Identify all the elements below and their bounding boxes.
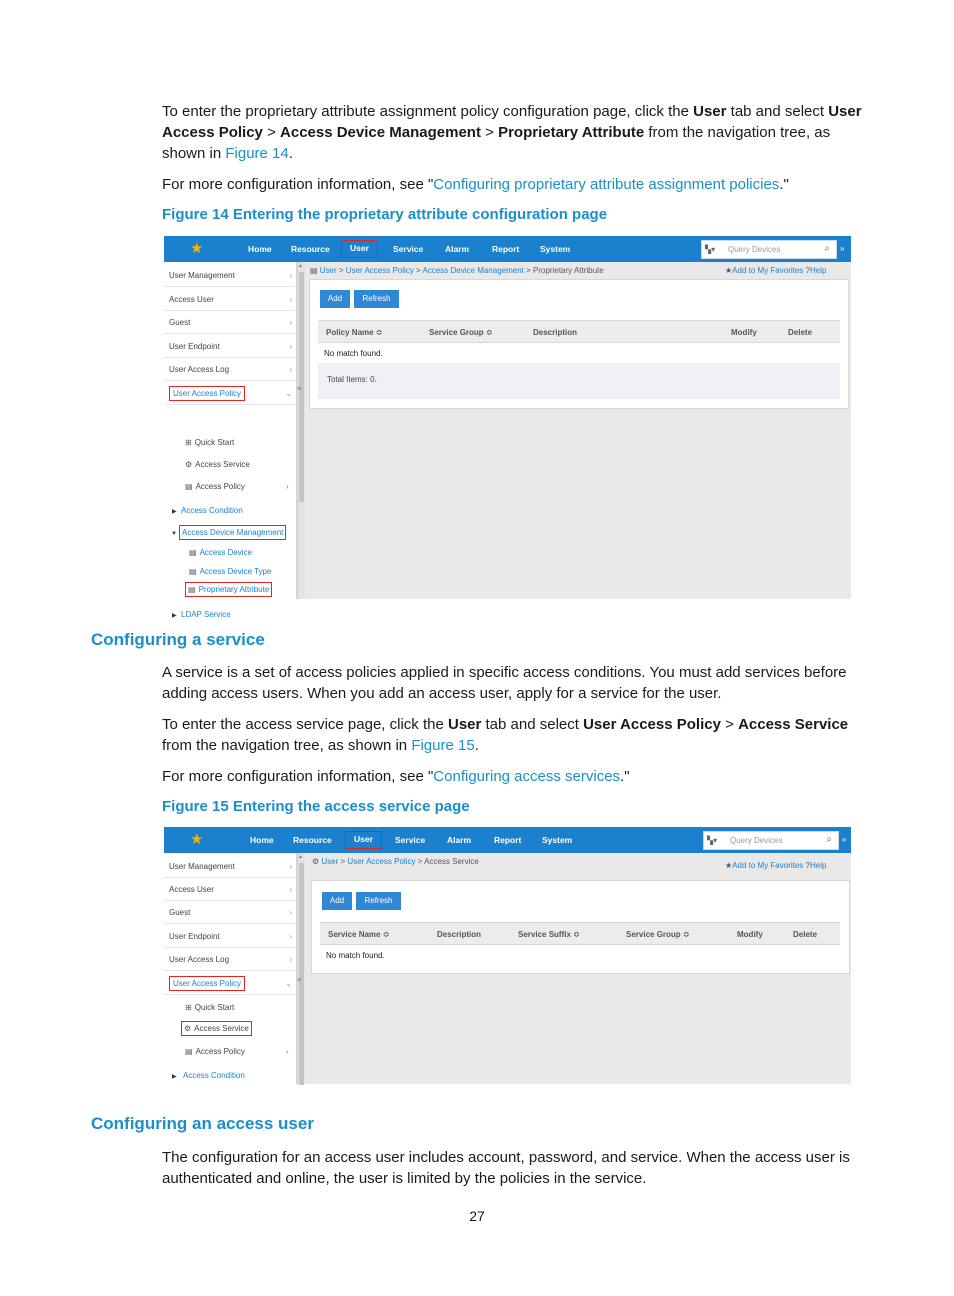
sidebar-item-guest-2[interactable]: Guest ›	[164, 901, 295, 924]
col-service-group[interactable]: Service Group ≎	[429, 328, 493, 337]
query-devices-search-2[interactable]: ▚▾ Query Devices ⌕	[703, 831, 839, 850]
help-link-2[interactable]: Help	[810, 861, 827, 870]
access-policy-icon-2: ▤	[185, 1047, 193, 1056]
figure-14-caption: Figure 14 Entering the proprietary attribute configuration page	[162, 206, 608, 223]
nav-service[interactable]: Service	[393, 244, 424, 254]
more-info-paragraph-1: For more configuration information, see "Configuring proprietary attribute assignment policies."	[162, 176, 789, 193]
nav-resource-2[interactable]: Resource	[293, 835, 332, 845]
service-paragraph-2: To enter the access service page, click the User tab and select User Access Policy > Access Service from the navigation tree, as shown in Figure 15.	[162, 716, 849, 754]
section-heading-access-user: Configuring an access user	[91, 1114, 314, 1133]
access-service-icon: ⚙	[185, 460, 193, 469]
col-delete: Delete	[788, 328, 813, 337]
col-modify-2: Modify	[737, 930, 763, 939]
help-icon-2: ?	[805, 861, 810, 870]
tree-access-condition[interactable]: Access Condition	[181, 506, 243, 515]
figure-15-link[interactable]: Figure 15	[411, 737, 475, 754]
crumb-current-2: Access Service	[424, 857, 479, 866]
device-type-icon[interactable]: ▚▾	[705, 245, 716, 254]
access-service-icon-2: ⚙	[184, 1024, 192, 1033]
sidebar-scrollbar[interactable]	[297, 262, 305, 599]
no-match-message-2: No match found.	[326, 951, 385, 960]
add-to-favorites-link-2[interactable]: Add to My Favorites	[732, 861, 804, 870]
splitter-grip-icon-2[interactable]: ≡	[297, 977, 302, 984]
breadcrumb: ▤ User > User Access Policy > Access Device Management > Proprietary Attribute	[310, 266, 604, 275]
expand-triangle-icon-3[interactable]: ▶	[172, 1074, 177, 1080]
top-nav-bar	[164, 236, 851, 262]
content-panel	[309, 279, 849, 409]
crumb-user[interactable]: User	[319, 266, 337, 275]
proprietary-policies-link[interactable]: Configuring proprietary attribute assignment policies	[433, 176, 780, 193]
scrollbar-thumb-2[interactable]	[299, 863, 304, 1085]
add-button-2[interactable]: Add	[322, 892, 352, 910]
top-nav-bar-2	[164, 827, 851, 853]
expand-triangle-icon[interactable]: ▶	[172, 509, 177, 515]
crumb-access-device-management[interactable]: Access Device Management	[422, 266, 524, 275]
add-favorite-star-icon-2: ★	[725, 861, 733, 870]
content-panel-2	[311, 880, 850, 974]
nav-alarm[interactable]: Alarm	[445, 244, 470, 254]
nav-report-2[interactable]: Report	[494, 835, 522, 845]
scroll-up-icon-2[interactable]: ▲	[298, 854, 303, 860]
splitter-grip-icon[interactable]: ≡	[297, 386, 302, 393]
refresh-button[interactable]: Refresh	[354, 290, 399, 308]
sidebar-item-user-access-policy[interactable]: User Access Policy ⌄	[164, 382, 295, 405]
sidebar-item-user-management-2[interactable]: User Management ›	[164, 855, 295, 878]
table-header	[318, 321, 840, 343]
figure-14-screenshot	[164, 236, 851, 619]
tree-quick-start[interactable]: ⊞ Quick Start	[185, 438, 235, 447]
col-modify: Modify	[731, 328, 757, 337]
tree-ldap-service[interactable]: LDAP Service	[181, 610, 231, 619]
figure-15-caption: Figure 15 Entering the access service page	[162, 798, 470, 815]
no-match-message: No match found.	[324, 349, 383, 358]
breadcrumb-icon-2: ⚙	[312, 857, 322, 866]
quick-start-icon: ⊞	[185, 438, 192, 447]
nav-system[interactable]: System	[540, 244, 571, 254]
search-icon-2[interactable]: ⌕	[826, 834, 832, 845]
col-delete-2: Delete	[793, 930, 818, 939]
nav-user-2[interactable]: User	[345, 831, 382, 849]
col-policy-name[interactable]: Policy Name ≎	[326, 328, 383, 337]
nav-report[interactable]: Report	[492, 244, 520, 254]
table-header-2	[320, 923, 840, 945]
scroll-up-icon[interactable]: ▲	[298, 263, 303, 269]
sidebar-item-access-user[interactable]: Access User ›	[164, 288, 295, 311]
add-button[interactable]: Add	[320, 290, 350, 308]
nav-service-2[interactable]: Service	[395, 835, 426, 845]
crumb-user-access-policy[interactable]: User Access Policy	[345, 266, 414, 275]
more-info-paragraph-2: For more configuration information, see "Configuring access services."	[162, 768, 630, 785]
crumb-user-2[interactable]: User	[321, 857, 339, 866]
nav-user[interactable]: User	[341, 240, 378, 258]
tree-access-policy[interactable]: ▤ Access Policy ›	[185, 482, 289, 491]
access-services-link[interactable]: Configuring access services	[433, 768, 621, 785]
access-user-paragraph: The configuration for an access user includes account, password, and service. When the access user is authenticated and online, the user is limited by the policies in the service.	[162, 1149, 850, 1187]
nav-home[interactable]: Home	[248, 244, 272, 254]
access-device-icon: ▤	[189, 548, 197, 557]
favorites-star-icon-2[interactable]: ★	[190, 831, 204, 848]
tree-access-service[interactable]: ⚙ Access Service	[185, 460, 250, 469]
col-service-name[interactable]: Service Name ≎	[328, 930, 390, 939]
sidebar-item-guest[interactable]: Guest ›	[164, 311, 295, 334]
sidebar-item-user-access-log[interactable]: User Access Log ›	[164, 358, 295, 381]
access-policy-icon: ▤	[185, 482, 193, 491]
nav-resource[interactable]: Resource	[291, 244, 330, 254]
page-number: 27	[469, 1208, 485, 1224]
search-icon[interactable]: ⌕	[824, 243, 830, 254]
nav-home-2[interactable]: Home	[250, 835, 274, 845]
sidebar-item-user-access-policy-2[interactable]: User Access Policy ⌄	[164, 972, 295, 995]
breadcrumb-2: ⚙ User > User Access Policy > Access Service	[312, 857, 479, 866]
col-description: Description	[533, 328, 578, 337]
navigation-sidebar-2	[164, 853, 297, 1084]
chevron-down-icon-2[interactable]: »	[842, 835, 847, 844]
tree-proprietary-attribute[interactable]: ▤ Proprietary Attribute	[185, 582, 272, 597]
sidebar-item-user-management[interactable]: User Management ›	[164, 264, 295, 287]
tree-access-device-type[interactable]: ▤ Access Device Type	[189, 567, 272, 576]
policy-table	[318, 320, 840, 398]
crumb-user-access-policy-2[interactable]: User Access Policy	[347, 857, 416, 866]
chevron-down-icon[interactable]: »	[840, 244, 845, 253]
expand-triangle-icon-2[interactable]: ▶	[172, 613, 177, 619]
service-table	[320, 922, 840, 967]
tree-quick-start-2[interactable]: ⊞ Quick Start	[185, 1003, 235, 1012]
refresh-button-2[interactable]: Refresh	[356, 892, 401, 910]
help-link[interactable]: Help	[810, 266, 827, 275]
collapse-triangle-icon[interactable]: ▼	[171, 531, 177, 537]
favorites-star-icon[interactable]: ★	[190, 240, 204, 257]
col-description-2: Description	[437, 930, 482, 939]
crumb-current: Proprietary Attribute	[533, 266, 604, 275]
sidebar-item-user-access-log-2[interactable]: User Access Log ›	[164, 948, 295, 971]
intro-paragraph: To enter the proprietary attribute assignment policy configuration page, click the User tab and select User Access Policy > Access Device Management > Proprietary Attribute from the navigation tree, as shown in Figure 14.	[162, 103, 862, 162]
nav-alarm-2[interactable]: Alarm	[447, 835, 472, 845]
sidebar-scrollbar-2[interactable]	[297, 853, 305, 1084]
tree-access-device[interactable]: ▤ Access Device	[189, 548, 253, 557]
navigation-sidebar	[164, 262, 297, 619]
col-service-group-2[interactable]: Service Group ≎	[626, 930, 690, 939]
sidebar-item-access-user-2[interactable]: Access User ›	[164, 878, 295, 901]
access-device-type-icon: ▤	[189, 567, 197, 576]
sidebar-item-user-endpoint[interactable]: User Endpoint ›	[164, 335, 295, 358]
favorites-help-links-2	[725, 861, 826, 870]
col-service-suffix[interactable]: Service Suffix ≎	[518, 930, 580, 939]
breadcrumb-icon: ▤	[310, 266, 320, 275]
query-devices-search[interactable]: ▚▾ Query Devices ⌕	[701, 240, 837, 259]
quick-start-icon-2: ⊞	[185, 1003, 192, 1012]
tree-access-policy-2[interactable]: ▤ Access Policy ›	[185, 1047, 289, 1056]
proprietary-attribute-icon: ▤	[188, 585, 196, 594]
favorites-help-links	[725, 266, 826, 275]
figure-14-link[interactable]: Figure 14	[225, 145, 289, 162]
tree-access-condition-2[interactable]: Access Condition	[183, 1071, 245, 1080]
service-paragraph-1: A service is a set of access policies applied in specific access conditions. You must add services before adding access users. When you add an access user, apply for a service for the user.	[162, 664, 847, 702]
nav-system-2[interactable]: System	[542, 835, 573, 845]
section-heading-service: Configuring a service	[91, 630, 265, 649]
add-favorite-star-icon: ★	[725, 266, 733, 275]
figure-15-screenshot	[164, 827, 851, 1084]
tree-access-service-2[interactable]: ⚙ Access Service	[181, 1021, 252, 1036]
help-icon: ?	[805, 266, 810, 275]
tree-access-device-management[interactable]: Access Device Management	[179, 525, 286, 540]
sidebar-item-user-endpoint-2[interactable]: User Endpoint ›	[164, 925, 295, 948]
device-type-icon-2[interactable]: ▚▾	[707, 836, 718, 845]
add-to-favorites-link[interactable]: Add to My Favorites	[732, 266, 804, 275]
total-items: Total Items: 0.	[318, 363, 840, 399]
